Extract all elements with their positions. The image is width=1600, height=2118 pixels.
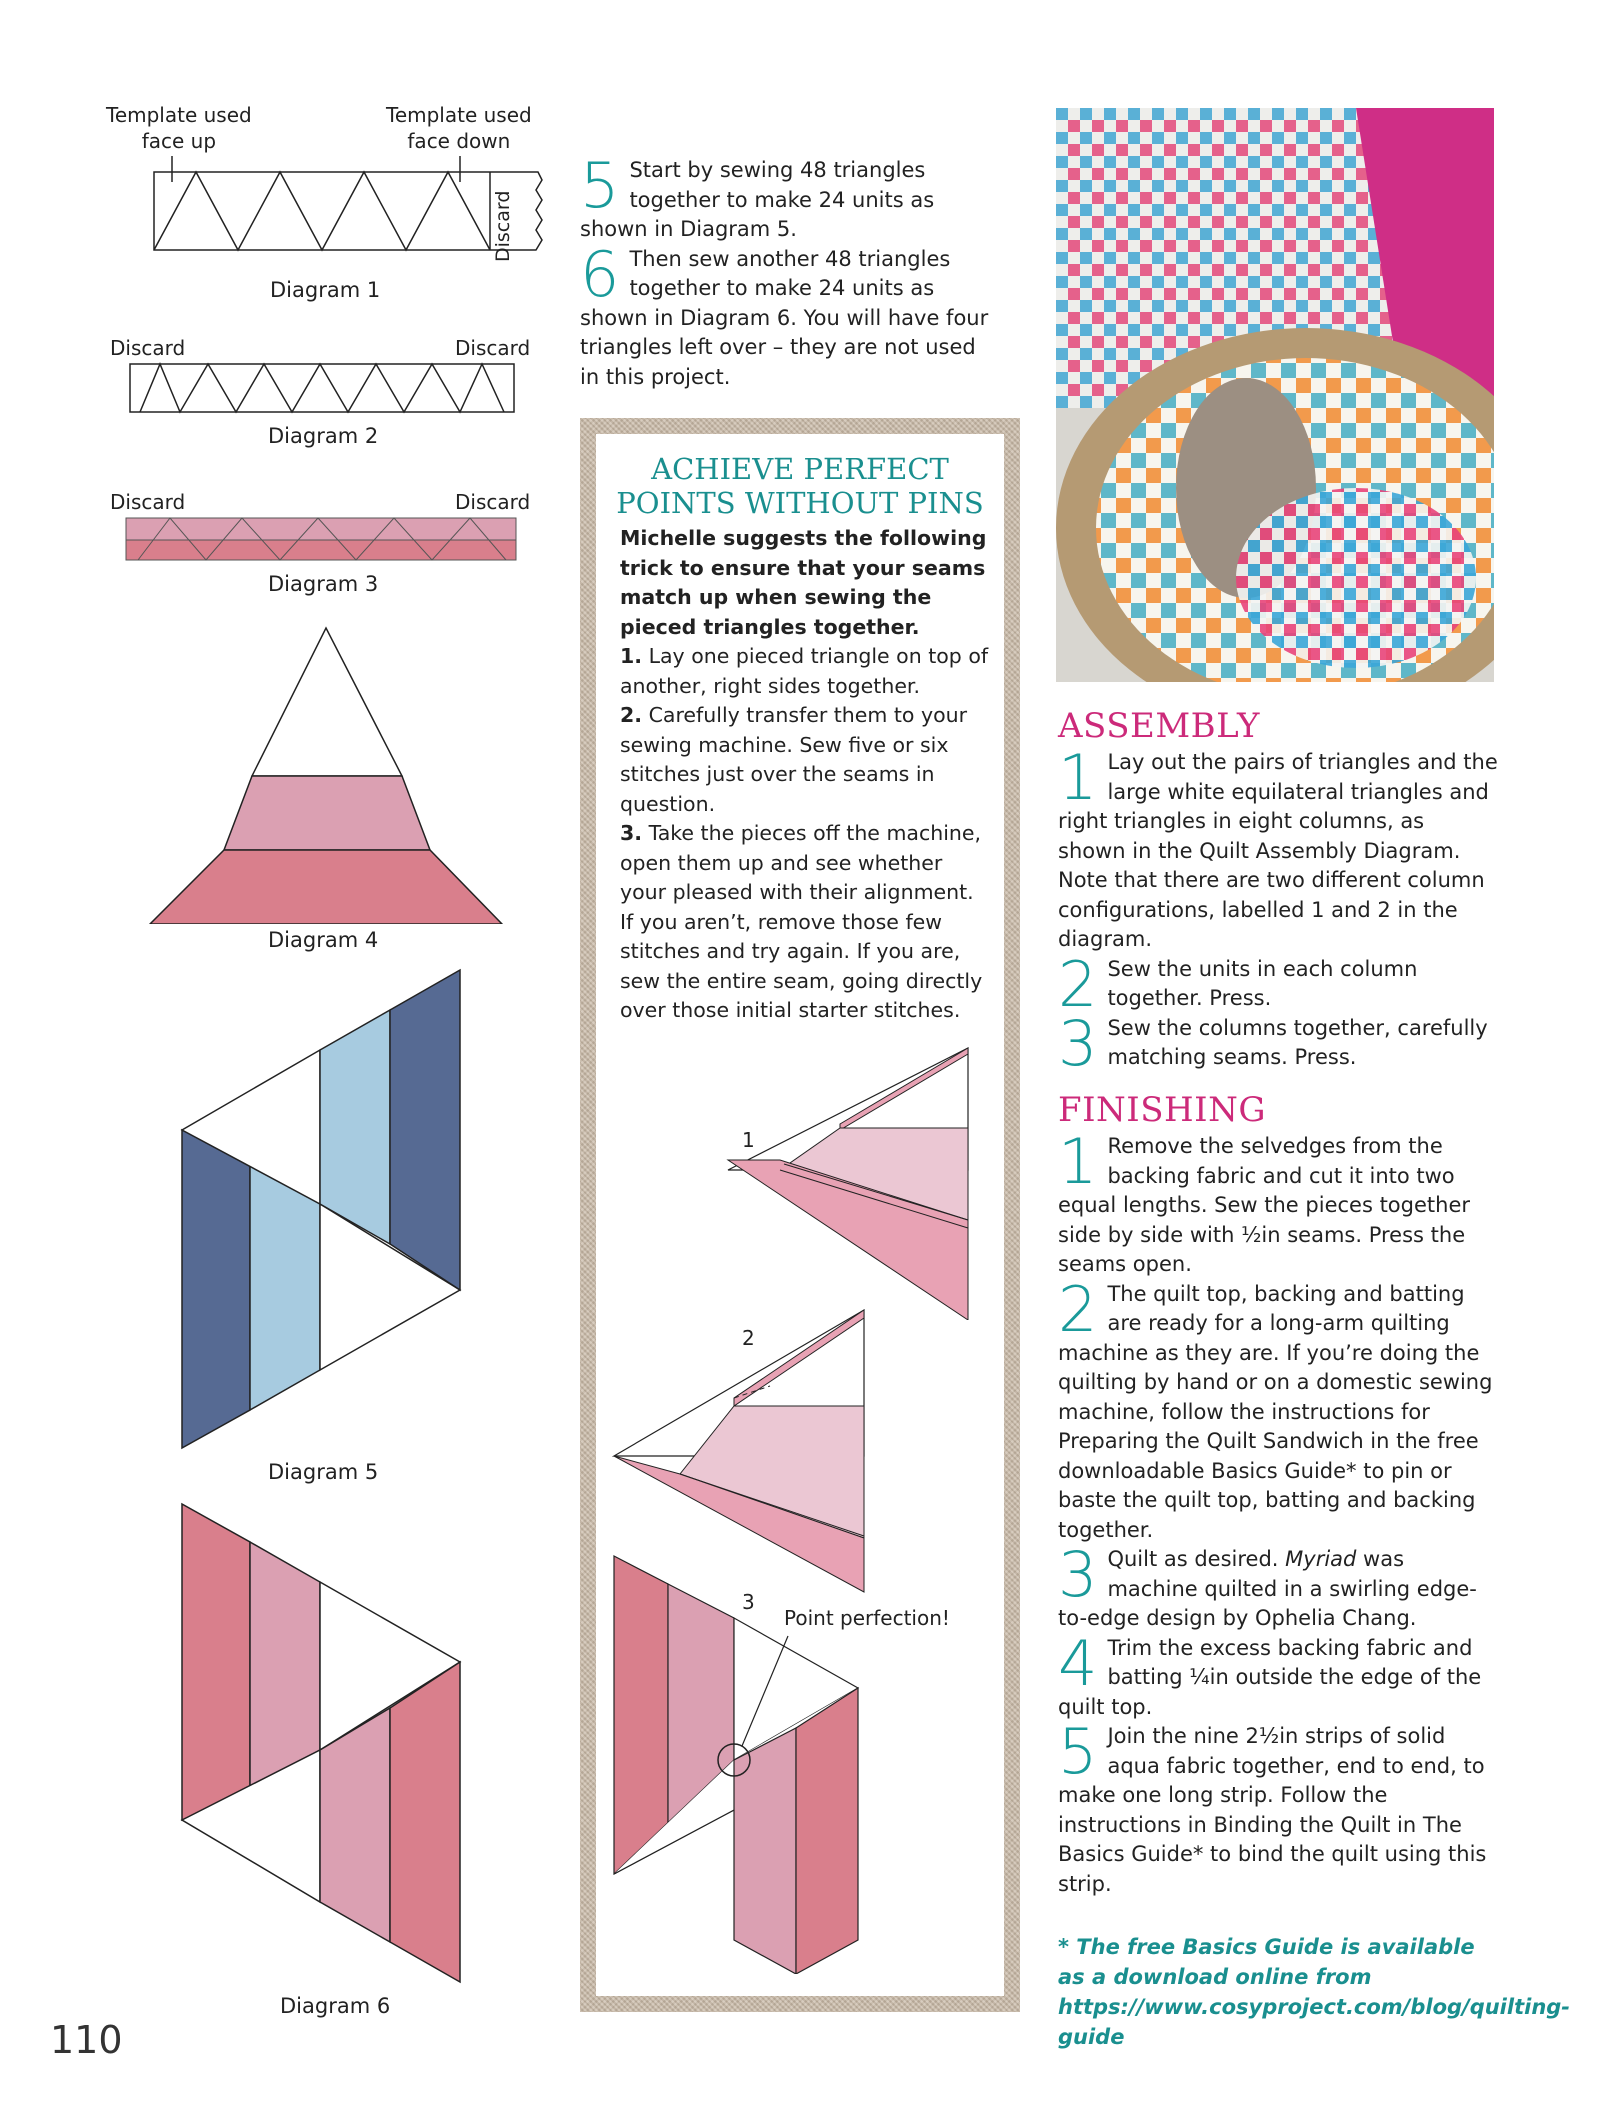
tip-item-2 [620, 701, 990, 819]
step-number: 5 [1058, 1715, 1098, 1788]
diagram6-caption: Diagram 6 [280, 1994, 391, 2018]
diagram2-caption: Diagram 2 [268, 424, 379, 448]
step-text: Trim the excess backing fabric and batting ¼in outside the edge of the quilt top. [1058, 1635, 1482, 1719]
tip-intro: Michelle suggests the following trick to ensure that your seams match up when sewing the pieced triangles together. [620, 526, 987, 639]
tip-item-text: Carefully transfer them to your sewing machine. Sew five or six stitches just over the seams in question. [620, 703, 968, 816]
step-number: 6 [580, 237, 620, 311]
step-text: was machine quilted in a swirling edge-to-edge design by Ophelia Chang. [1058, 1547, 1477, 1630]
diagram1-discard-label: Discard [492, 190, 514, 262]
finishing-step-2 [1058, 1272, 1498, 1546]
tip-item-text: Take the pieces off the machine, open them up and see whether your pleased with their alignment. If you aren’t, remove those few stitches and try again. If you are, sew the entire seam, going directly over those initial starter stitches. [620, 821, 983, 1022]
tip-title-line1: ACHIEVE PERFECT [651, 452, 949, 486]
finishing-step-5 [1058, 1715, 1498, 1899]
step-text: Sew the units in each column together. Press. [1107, 956, 1418, 1010]
step-text: The quilt top, backing and batting are ready for a long-arm quilting machine as they are. If you’re doing the quilting by hand or on a domestic sewing machine, follow the instructions for Preparing the Quilt Sandwich in the free downloadable Basics Guide* to pin or baste the quilt top, batting and backing together. [1058, 1281, 1493, 1542]
assembly-step-3 [1058, 1006, 1498, 1080]
tip-item-text: Lay one pieced triangle on top of another, right sides together. [620, 644, 989, 698]
tip-figure-label-3: 3 [742, 1590, 755, 1614]
step-number: 3 [1058, 1538, 1098, 1611]
steps-top [580, 149, 1000, 392]
step-text: Then sew another 48 triangles together to make 24 units as shown in Diagram 6. You will have four triangles left over – they are not used in this project. [580, 246, 989, 389]
step-text: Sew the columns together, carefully matching seams. Press. [1107, 1015, 1488, 1069]
diagram3-discard-left: Discard [110, 490, 186, 514]
tip-item-number: 3. [620, 821, 643, 845]
step-number: 3 [1058, 1006, 1098, 1080]
step-5 [580, 149, 1000, 245]
tip-item-3 [620, 819, 990, 1026]
finishing-step-1 [1058, 1125, 1498, 1280]
finishing-step-3 [1058, 1538, 1498, 1634]
step-text: Lay out the pairs of triangles and the large white equilateral triangles and right triangles in eight columns, as shown in the Quilt Assembly Diagram. Note that there are two different column configurations, labelled 1 and 2 in the diagram. [1058, 750, 1498, 951]
step-number: 5 [580, 149, 620, 222]
diagram2-discard-right: Discard [455, 336, 531, 360]
step-6 [580, 237, 1000, 393]
tip-item-number: 2. [620, 703, 643, 727]
tip-figure-label-2: 2 [742, 1326, 755, 1350]
assembly-step-1 [1058, 741, 1498, 955]
tip-item-number: 1. [620, 644, 643, 668]
diagram1-caption: Diagram 1 [270, 278, 381, 302]
step-text: Quilt as desired. [1107, 1547, 1286, 1571]
assembly-heading: ASSEMBLY [1058, 706, 1261, 746]
page-number: 110 [50, 2018, 123, 2062]
step-number: 1 [1058, 741, 1098, 814]
diagram1-label-face-up: Template used face up [106, 103, 252, 153]
tip-title-line2: POINTS WITHOUT PINS [616, 486, 984, 520]
step-text: Remove the selvedges from the backing fabric and cut it into two equal lengths. Sew the pieces together side by side with ½in seams. Press the seams open. [1058, 1134, 1471, 1276]
assembly-steps [1058, 741, 1498, 1080]
tip-figure-label-1: 1 [742, 1128, 755, 1152]
finishing-step-4 [1058, 1626, 1498, 1723]
tip-title [604, 452, 996, 520]
diagram4-caption: Diagram 4 [268, 928, 379, 952]
step-number: 2 [1058, 1272, 1098, 1346]
quilt-basket-photo [1056, 108, 1494, 682]
tip-item-1 [620, 642, 990, 701]
step-number: 4 [1058, 1626, 1098, 1700]
step-number: 2 [1058, 947, 1098, 1021]
diagram1-label-face-down: Template used face down [386, 103, 532, 153]
diagram1-strip [150, 150, 550, 280]
step-text: Start by sewing 48 triangles together to make 24 units as shown in Diagram 5. [580, 158, 935, 241]
diagram4-triangle [148, 624, 508, 924]
step-text: Join the nine 2½in strips of solid aqua fabric together, end to end, to make one long strip. Follow the instructions in Binding the Quilt in The Basics Guide* to bind the quilt using this strip. [1058, 1724, 1487, 1896]
assembly-step-2 [1058, 947, 1498, 1021]
finishing-heading: FINISHING [1058, 1090, 1266, 1130]
footnote: * The free Basics Guide is available as a download online from https://www.cosyproject.com/blog/quilting-guide [1058, 1935, 1571, 2049]
finishing-steps [1058, 1125, 1498, 1899]
diagram3-strip [124, 516, 520, 566]
diagram3-discard-right: Discard [455, 490, 531, 514]
step-number: 1 [1058, 1125, 1098, 1198]
diagram5-unit [180, 966, 465, 1452]
diagram2-discard-left: Discard [110, 336, 186, 360]
diagram3-caption: Diagram 3 [268, 572, 379, 596]
diagram2-strip [128, 362, 518, 416]
diagram6-unit [180, 1502, 465, 1988]
diagram5-caption: Diagram 5 [268, 1460, 379, 1484]
tip-text [620, 524, 990, 1026]
tip-callout: Point perfection! [784, 1606, 950, 1630]
tip-figure-1 [700, 1040, 970, 1320]
quilt-name: Myriad [1285, 1547, 1357, 1571]
